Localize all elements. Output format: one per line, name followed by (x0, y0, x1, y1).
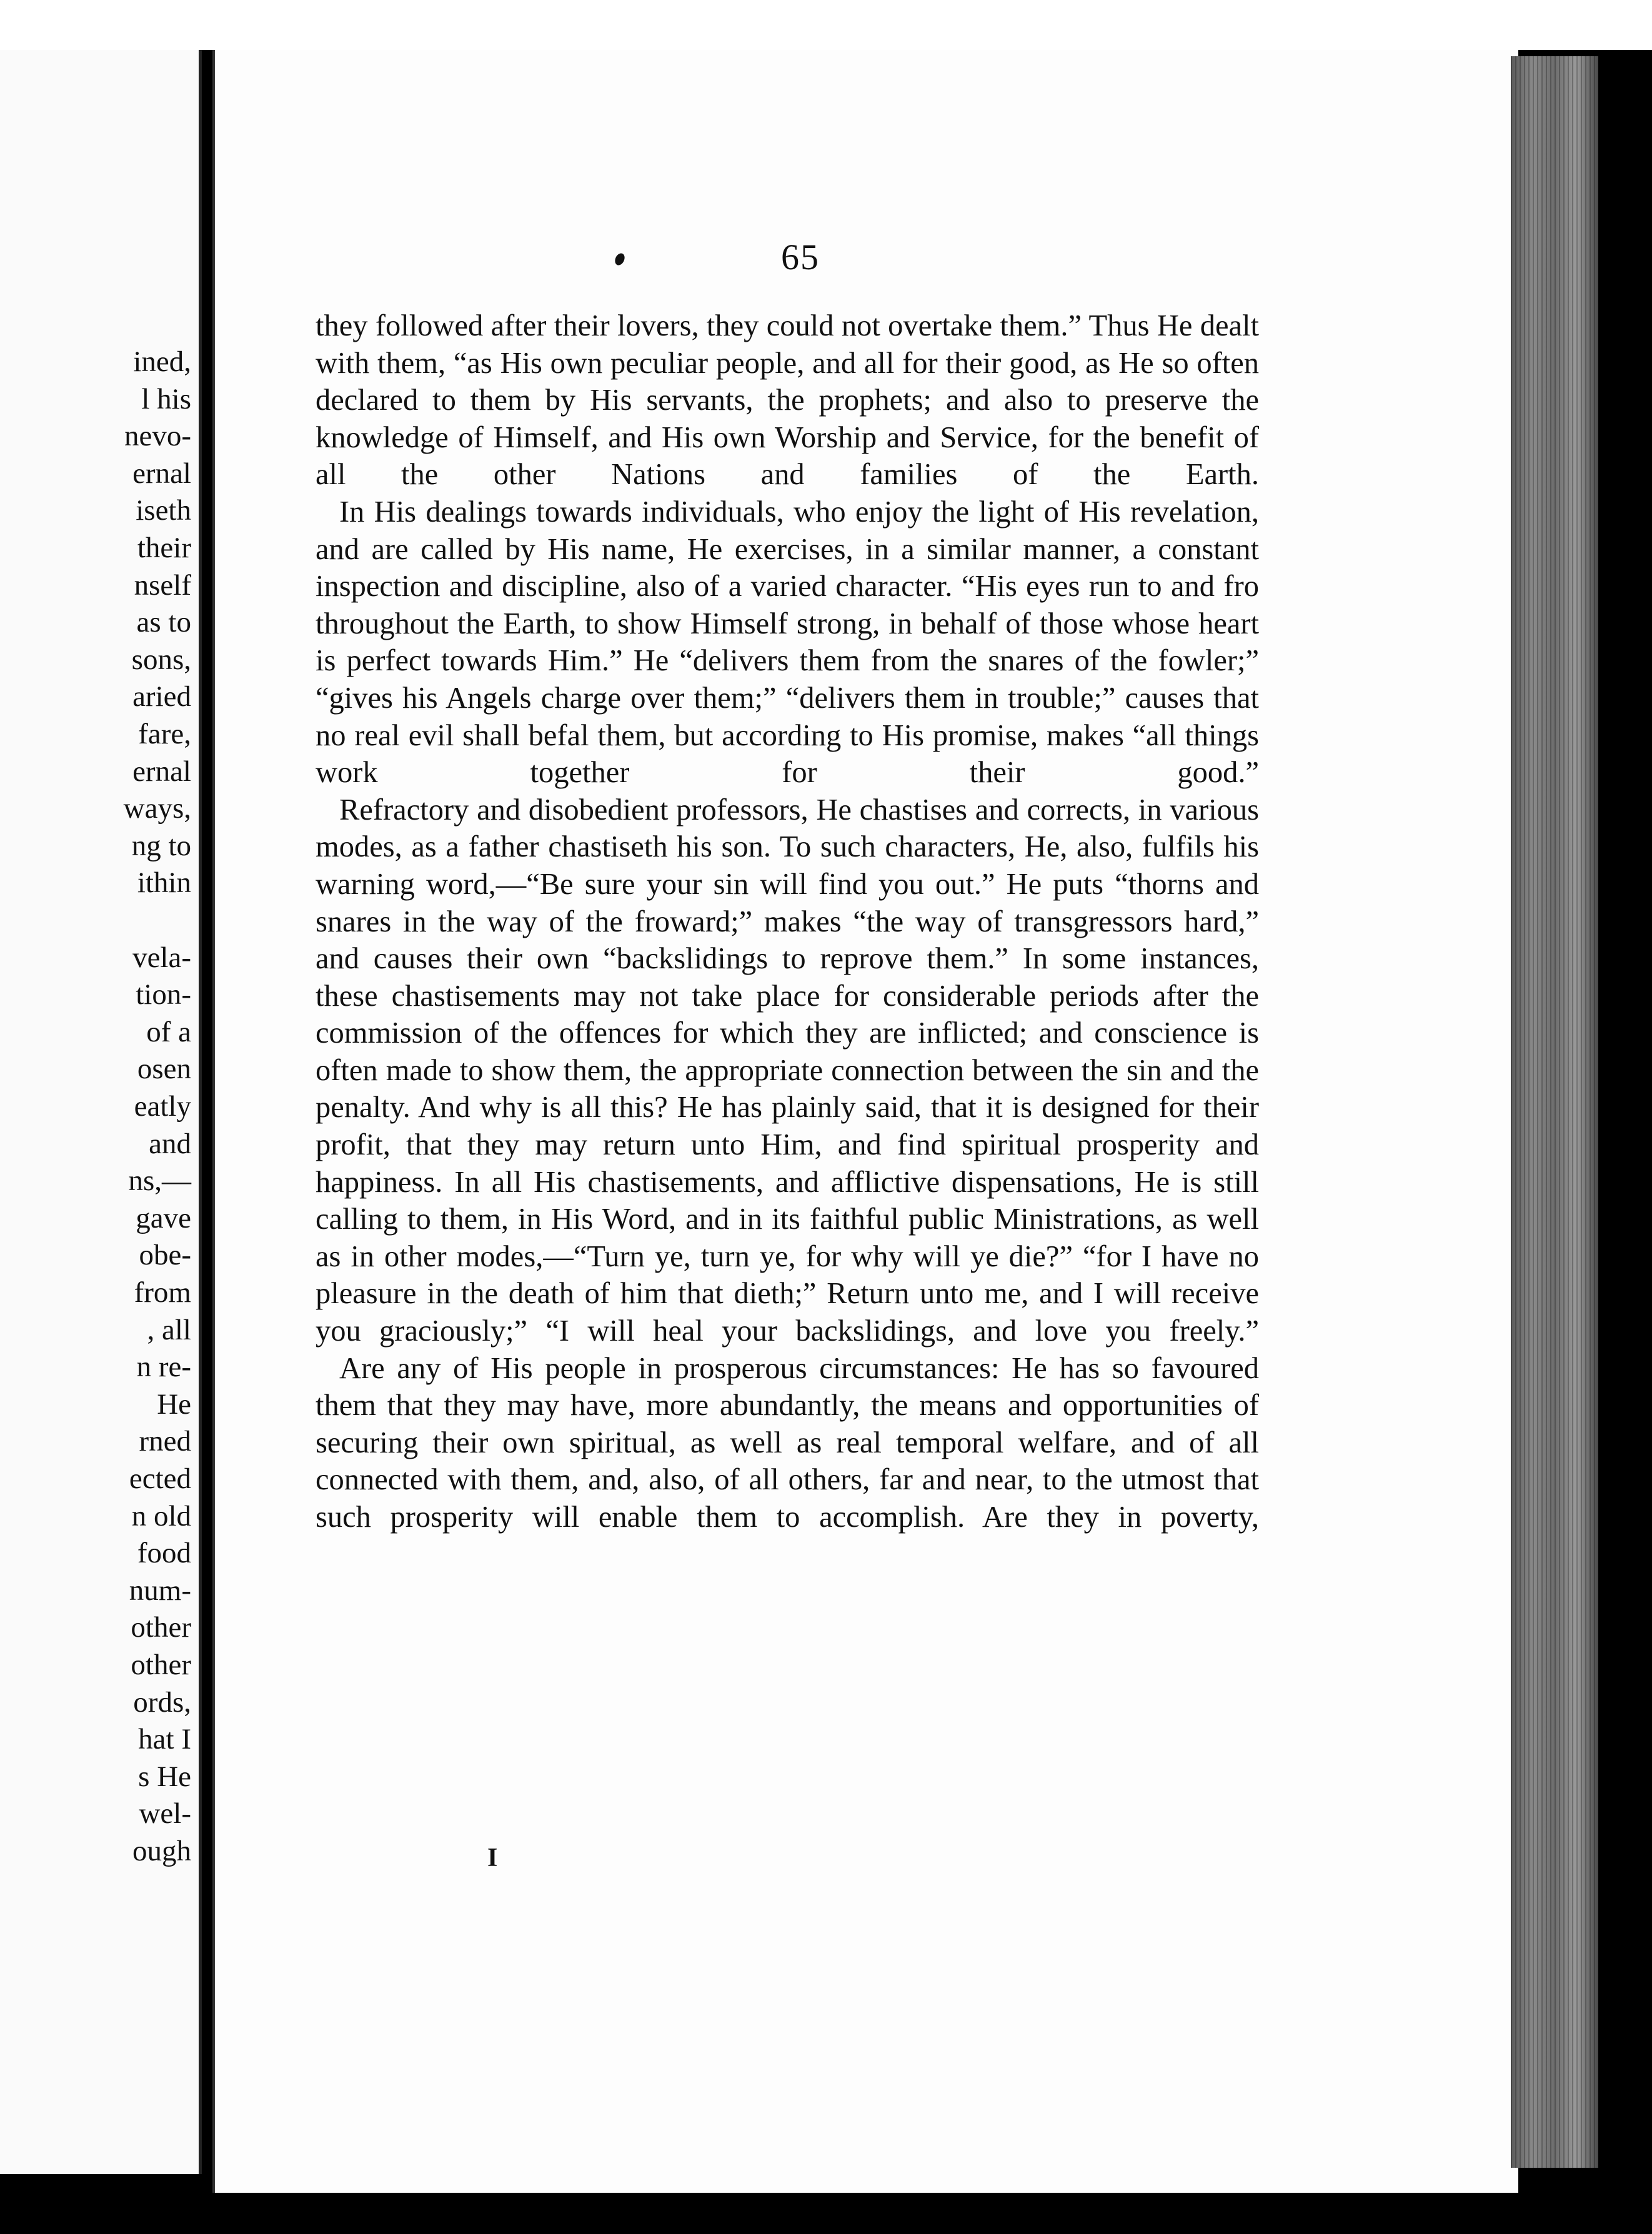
facing-page-line-fragment: ernal (132, 457, 191, 490)
facing-page-line-fragment: aried (132, 680, 191, 713)
facing-page-fragment (0, 50, 202, 2174)
facing-page-line-fragment: n old (131, 1499, 191, 1532)
paragraph-2: In His dealings towards individuals, who enjoy the light of His revelation, and are called by His name, He exercises, in a similar manner, a constant inspection and discipline, also of a varied character. “His eyes run to and fro throughout the Earth, to show Himself strong, in behalf of those whose heart is perfect towards Him.” He “delivers them from the snares of the fowler;” “gives his Angels charge over them;” “delivers them in trouble;” causes that no real evil shall befal them, but according to His promise, makes “all things work together for their good.” (316, 495, 1259, 790)
facing-page-line-fragment: eatly (134, 1090, 191, 1123)
facing-page-line-fragment: hat I (138, 1723, 191, 1756)
facing-page-line-fragment: nevo- (124, 420, 191, 453)
facing-page-line-fragment: from (134, 1276, 191, 1309)
facing-page-line-fragment: He (157, 1388, 191, 1421)
facing-page-line-fragment: ithin (137, 866, 191, 900)
paragraph-4: Are any of His people in prosperous circumstances: He has so favoured them that they may have, more abundantly, the means and opportunities of securing their own spiritual, as well as real temporal welfare, and of all connected with them, and, also, of all others, far and near, to the utmost that such prosperity will enable them to accomplish. Are they in poverty, (316, 1351, 1259, 1534)
facing-page-line-fragment: s He (138, 1760, 191, 1793)
facing-page-line-fragment: food (137, 1537, 191, 1570)
facing-page-line-fragment: obe- (139, 1239, 191, 1272)
facing-page-line-fragment: ernal (132, 755, 191, 788)
facing-page-line-fragment: their (137, 532, 191, 564)
facing-page-line-fragment: as to (136, 606, 191, 639)
facing-page-line-fragment: rned (139, 1425, 191, 1458)
facing-page-line-fragment: wel- (139, 1797, 191, 1830)
facing-page-line-fragment: ined, (133, 345, 191, 378)
facing-page-line-fragment: other (131, 1649, 191, 1681)
facing-page-line-fragment: tion- (136, 978, 191, 1011)
scan-top-margin (0, 0, 1652, 50)
page-body-text (316, 307, 1259, 1536)
facing-page-line-fragment: ways, (123, 792, 191, 825)
facing-page-line-fragment: ns,— (128, 1164, 191, 1198)
facing-page-line-fragment: ected (129, 1462, 191, 1495)
page-edge-stack (1511, 56, 1598, 2168)
facing-page-line-fragment: ng to (131, 829, 191, 862)
facing-page-line-fragment: ough (132, 1835, 191, 1867)
facing-page-line-fragment: n re- (136, 1351, 191, 1384)
facing-page-line-fragment: num- (129, 1574, 191, 1607)
facing-page-line-fragment: gave (136, 1201, 191, 1234)
facing-page-line-fragment: fare, (138, 718, 191, 750)
page-number: 65 (781, 237, 820, 277)
facing-page-line-fragment: nself (134, 568, 191, 602)
facing-page-line-fragment: sons, (131, 643, 191, 676)
facing-page-line-fragment: of a (146, 1015, 191, 1048)
facing-page-line-fragment: other (131, 1611, 191, 1644)
paragraph-3: Refractory and disobedient professors, He chastises and corrects, in various modes, as a father chastiseth his son. To such characters, He, also, fulfils his warning word,—“Be sure your sin will find you out.” He puts “thorns and snares in the way of the froward;” makes “the way of transgressors hard,” and causes their own “backslidings to reprove them.” In some instances, these chastisements may not take place for considerable periods after the commission of the offences for which they are inflicted; and conscience is often made to show them, the appropriate connection between the sin and the penalty. And why is all this? He has plainly said, that it is designed for their profit, that they may return unto Him, and find spiritual prosperity and happiness. In all His chastisements, and afflictive dispensations, He is still calling to them, in His Word, and in its faithful public Ministrations, as well as in other modes,—“Turn ye, turn ye, for why will ye die?” “for I have no pleasure in the death of him that dieth;” Return unto me, and I will receive you graciously;” “I will heal your backslidings, and love you freely.” (316, 793, 1259, 1348)
printer-signature-mark: I (487, 1844, 498, 1872)
facing-page-line-fragment: l his (141, 382, 191, 415)
facing-page-line-fragment: iseth (136, 494, 191, 527)
paragraph-1: they followed after their lovers, they could not overtake them.” Thus He dealt with them, “as His own peculiar people, and all for their good, as He so often declared to them by His servants, the prophets; and also to preserve the knowledge of Himself, and His own Worship and Service, for the benefit of all the other Nations and families of the Earth. (316, 309, 1259, 492)
facing-page-line-fragment: and (149, 1127, 191, 1160)
facing-page-line-fragment: ords, (133, 1685, 191, 1719)
facing-page-line-fragment: vela- (132, 941, 191, 974)
facing-page-line-fragment: osen (137, 1053, 191, 1086)
facing-page-line-fragment: , all (147, 1313, 191, 1346)
